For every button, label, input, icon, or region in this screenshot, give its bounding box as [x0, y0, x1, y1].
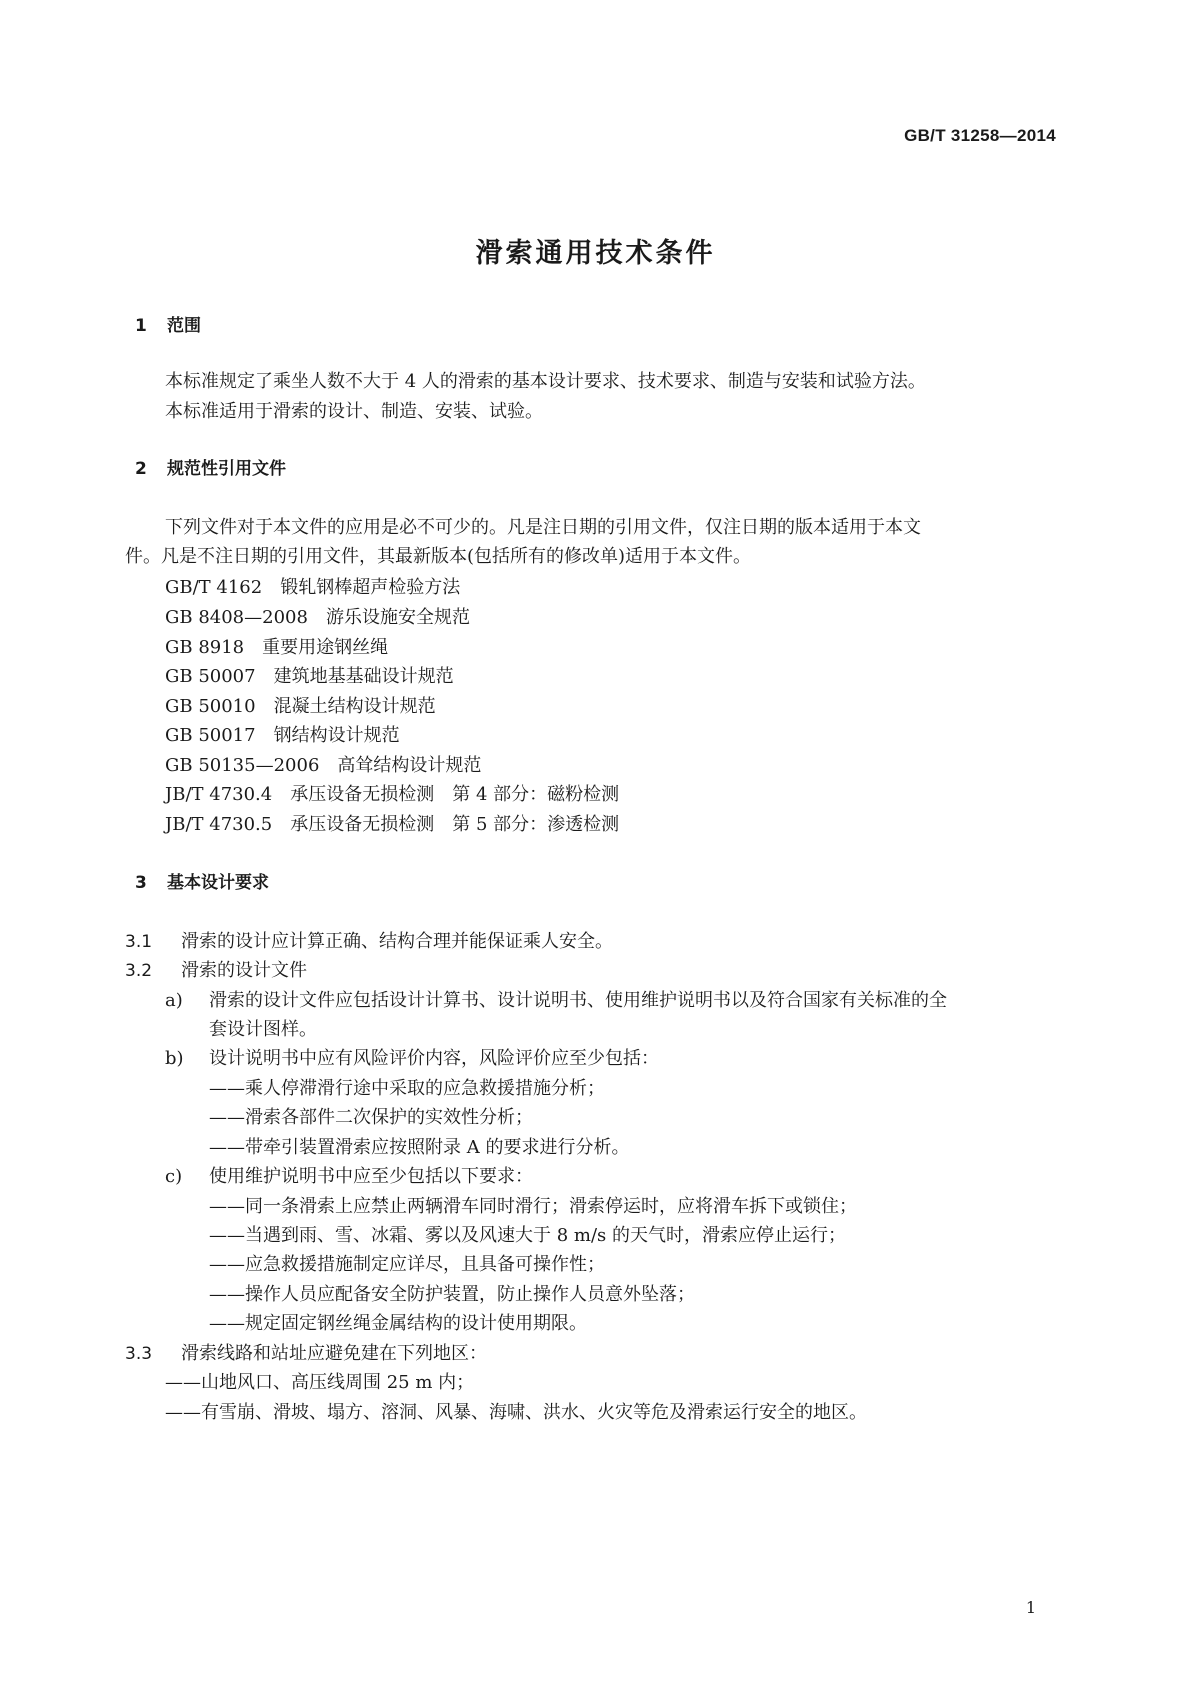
section-number: 1	[135, 316, 147, 336]
list-item-c	[165, 1165, 533, 1189]
section-2-heading	[135, 457, 286, 481]
reference-item	[165, 606, 470, 630]
reference-item	[165, 783, 619, 807]
dash-item: ——滑索各部件二次保护的实效性分析；	[209, 1107, 533, 1128]
dash-item: ——乘人停滞滑行途中采取的应急救援措施分析；	[209, 1078, 605, 1099]
reference-code: GB/T 4162	[165, 577, 263, 598]
section-3-heading	[135, 871, 269, 895]
clause-text: 滑索的设计应计算正确、结构合理并能保证乘人安全。	[181, 931, 613, 952]
dash-item: ——规定固定钢丝绳金属结构的设计使用期限。	[209, 1313, 587, 1334]
reference-code: GB 50135—2006	[165, 755, 320, 776]
reference-title: 锻轧钢棒超声检验方法	[280, 577, 461, 598]
section-title: 范围	[167, 316, 201, 336]
reference-item	[165, 665, 454, 689]
page-number: 1	[1025, 1598, 1036, 1617]
reference-title: 钢结构设计规范	[273, 725, 400, 746]
clause-number: 3.1	[125, 932, 153, 952]
reference-code: GB 8918	[165, 637, 245, 658]
section-title: 规范性引用文件	[167, 459, 286, 479]
reference-code: GB 50017	[165, 725, 256, 746]
section-1-heading	[135, 314, 201, 338]
paragraph-line: 件。凡是不注日期的引用文件，其最新版本(包括所有的修改单)适用于本文件。	[125, 546, 752, 567]
list-text: 使用维护说明书中应至少包括以下要求：	[209, 1166, 533, 1187]
section-number: 2	[135, 459, 147, 479]
dash-item: ——当遇到雨、雪、冰霜、雾以及风速大于 8 m/s 的天气时，滑索应停止运行；	[209, 1225, 846, 1246]
reference-title: 建筑地基基础设计规范	[273, 666, 454, 687]
list-marker: a)	[165, 990, 183, 1011]
reference-title: 承压设备无损检测 第 5 部分：渗透检测	[290, 814, 620, 835]
list-text: 滑索的设计文件应包括设计计算书、设计说明书、使用维护说明书以及符合国家有关标准的全	[209, 990, 947, 1011]
reference-item	[165, 636, 388, 660]
list-text: 设计说明书中应有风险评价内容，风险评价应至少包括：	[209, 1048, 659, 1069]
reference-title: 重要用途钢丝绳	[262, 637, 389, 658]
clause-3-3	[125, 1342, 487, 1366]
paragraph: 本标准适用于滑索的设计、制造、安装、试验。	[165, 401, 543, 422]
reference-title: 游乐设施安全规范	[325, 607, 470, 628]
clause-3-1	[125, 930, 613, 954]
dash-item: ——带牵引装置滑索应按照附录 A 的要求进行分析。	[209, 1137, 630, 1158]
reference-code: JB/T 4730.4	[165, 784, 273, 805]
reference-code: GB 50010	[165, 696, 256, 717]
list-text-continuation: 套设计图样。	[209, 1019, 317, 1040]
dash-item: ——有雪崩、滑坡、塌方、溶洞、风暴、海啸、洪水、火灾等危及滑索运行安全的地区。	[165, 1402, 867, 1423]
clause-3-2	[125, 959, 307, 983]
list-item-b	[165, 1047, 659, 1071]
reference-title: 混凝土结构设计规范	[273, 696, 436, 717]
reference-code: GB 50007	[165, 666, 256, 687]
reference-title: 高耸结构设计规范	[337, 755, 482, 776]
dash-item: ——同一条滑索上应禁止两辆滑车同时滑行；滑索停运时，应将滑车拆下或锁住；	[209, 1196, 857, 1217]
document-title: 滑索通用技术条件	[475, 238, 716, 269]
clause-text: 滑索线路和站址应避免建在下列地区：	[181, 1343, 487, 1364]
reference-item	[165, 754, 481, 778]
list-item-a	[165, 989, 947, 1013]
reference-title: 承压设备无损检测 第 4 部分：磁粉检测	[290, 784, 620, 805]
reference-code: JB/T 4730.5	[165, 814, 273, 835]
clause-number: 3.3	[125, 1344, 153, 1364]
dash-item: ——山地风口、高压线周围 25 m 内；	[165, 1372, 475, 1393]
reference-code: GB 8408—2008	[165, 607, 308, 628]
reference-item	[165, 576, 460, 600]
dash-item: ——应急救援措施制定应详尽，且具备可操作性；	[209, 1254, 605, 1275]
clause-number: 3.2	[125, 961, 153, 981]
section-number: 3	[135, 873, 147, 893]
standard-code: GB/T 31258—2014	[904, 126, 1056, 145]
clause-text: 滑索的设计文件	[181, 960, 307, 981]
section-title: 基本设计要求	[167, 873, 269, 893]
reference-item	[165, 724, 400, 748]
dash-item: ——操作人员应配备安全防护装置，防止操作人员意外坠落；	[209, 1284, 695, 1305]
list-marker: c)	[165, 1166, 183, 1187]
list-marker: b)	[165, 1048, 184, 1069]
reference-item	[165, 813, 619, 837]
reference-item	[165, 695, 436, 719]
paragraph-line: 下列文件对于本文件的应用是必不可少的。凡是注日期的引用文件，仅注日期的版本适用于本文	[165, 517, 921, 538]
paragraph: 本标准规定了乘坐人数不大于 4 人的滑索的基本设计要求、技术要求、制造与安装和试验方法。	[165, 371, 926, 392]
